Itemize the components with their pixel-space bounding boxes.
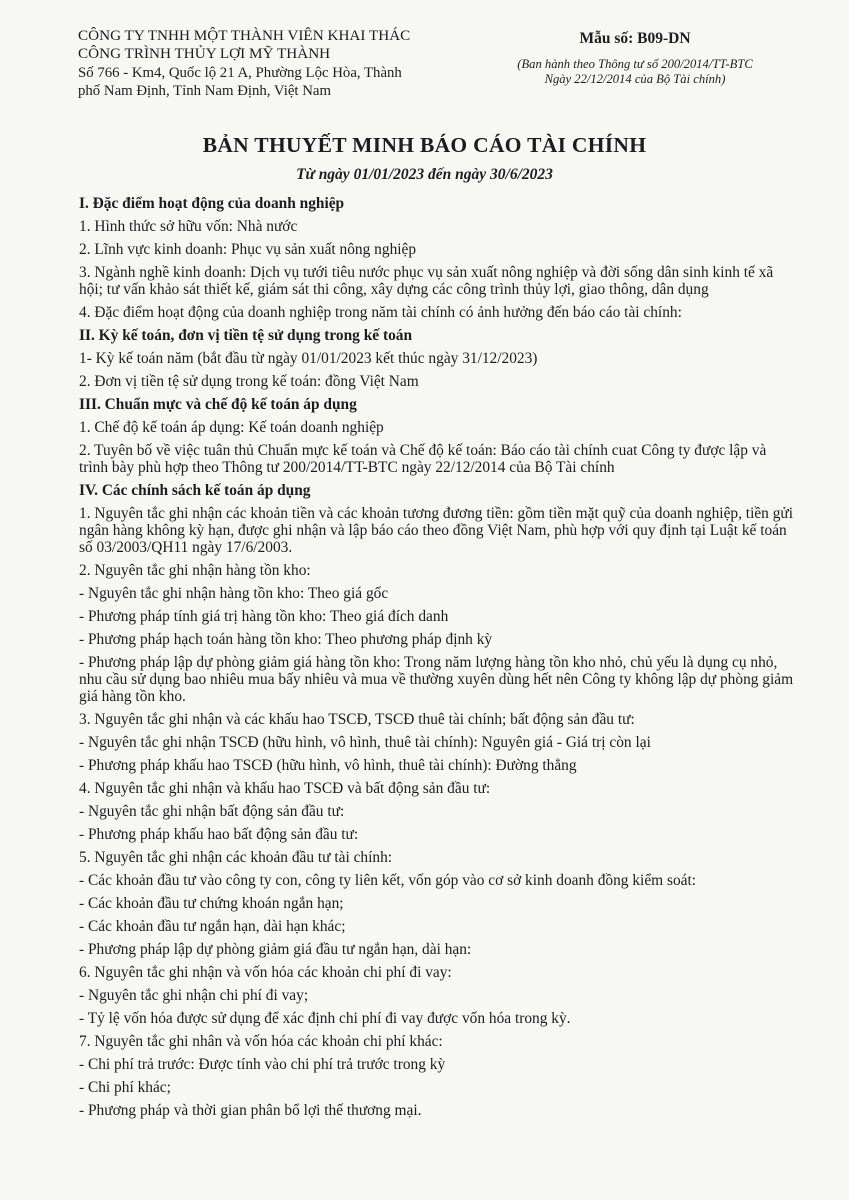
paragraph: - Chi phí trả trước: Được tính vào chi phí trả trước trong kỳ xyxy=(79,1056,446,1073)
paragraph: - Tỷ lệ vốn hóa được sử dụng để xác định chi phí đi vay được vốn hóa trong kỳ. xyxy=(79,1010,571,1027)
company-block xyxy=(78,27,410,100)
paragraph: - Các khoản đầu tư ngắn hạn, dài hạn khác; xyxy=(79,918,346,935)
paragraph: - Phương pháp khấu hao TSCĐ (hữu hình, vô hình, thuê tài chính): Đường thẳng xyxy=(79,757,577,774)
paragraph: - Các khoản đầu tư vào công ty con, công ty liên kết, vốn góp vào cơ sở kinh doanh đồng kiểm soát: xyxy=(79,872,697,889)
section-heading: IV. Các chính sách kế toán áp dụng xyxy=(79,482,311,499)
paragraph: - Các khoản đầu tư chứng khoán ngắn hạn; xyxy=(79,895,344,912)
paragraph: 1- Kỳ kế toán năm (bắt đầu từ ngày 01/01/2023 kết thúc ngày 31/12/2023) xyxy=(79,350,538,367)
report-period: Từ ngày 01/01/2023 đến ngày 30/6/2023 xyxy=(296,166,553,183)
paragraph: - Phương pháp hạch toán hàng tồn kho: Theo phương pháp định kỳ xyxy=(79,631,493,648)
paragraph: - Nguyên tắc ghi nhận TSCĐ (hữu hình, vô hình, thuê tài chính): Nguyên giá - Giá trị còn lại xyxy=(79,734,651,751)
document-title: BẢN THUYẾT MINH BÁO CÁO TÀI CHÍNH xyxy=(202,133,647,157)
paragraph: 3. Ngành nghề kinh doanh: Dịch vụ tưới tiêu nước phục vụ sản xuất nông nghiệp và đời sống dân sinh kinh tế xã hội; tư vấn khảo sát thiết kế, giám sát thi công, xây dựng các công trình thủy lợi, giao thông, dân dụng xyxy=(79,264,774,298)
paragraph: 7. Nguyên tắc ghi nhân và vốn hóa các khoản chi phí khác: xyxy=(79,1033,443,1050)
section-heading: II. Kỳ kế toán, đơn vị tiền tệ sử dụng trong kế toán xyxy=(79,327,413,344)
paragraph: 2. Tuyên bố về việc tuân thủ Chuẩn mực kế toán và Chế độ kế toán: Báo cáo tài chính cuat Công ty được lập và trình bày phù hợp theo Thông tư 200/2014/TT-BTC ngày 22/12/2014 của Bộ Tài chính xyxy=(79,442,767,476)
paragraph: 3. Nguyên tắc ghi nhận và các khấu hao TSCĐ, TSCĐ thuê tài chính; bất động sản đầu tư: xyxy=(79,711,635,728)
company-name-line-1: CÔNG TY TNHH MỘT THÀNH VIÊN KHAI THÁC xyxy=(78,27,411,44)
paragraph: 1. Hình thức sở hữu vốn: Nhà nước xyxy=(79,218,298,235)
paragraph: 1. Nguyên tắc ghi nhận các khoản tiền và các khoản tương đương tiền: gồm tiền mặt quỹ của doanh nghiệp, tiền gửi ngân hàng không kỳ hạn, được ghi nhận và lập báo cáo theo đồng Việt Nam, phù hợp với quy định tại Luật kế toán số 03/2003/QH11 ngày 17/6/2003. xyxy=(79,505,794,556)
paragraph: 4. Nguyên tắc ghi nhận và khấu hao TSCĐ và bất động sản đầu tư: xyxy=(79,780,491,797)
form-note-line-1: (Ban hành theo Thông tư số 200/2014/TT-BTC xyxy=(517,57,753,71)
company-address-line-2: phố Nam Định, Tỉnh Nam Định, Việt Nam xyxy=(78,83,331,99)
document-body xyxy=(79,195,799,1125)
paragraph: - Phương pháp và thời gian phân bổ lợi thế thương mại. xyxy=(79,1102,422,1119)
paragraph: - Nguyên tắc ghi nhận hàng tồn kho: Theo giá gốc xyxy=(79,585,389,602)
paragraph: 2. Lĩnh vực kinh doanh: Phục vụ sản xuất nông nghiệp xyxy=(79,241,417,258)
form-info xyxy=(490,30,780,87)
paragraph: - Phương pháp tính giá trị hàng tồn kho: Theo giá đích danh xyxy=(79,608,449,625)
paragraph: - Nguyên tắc ghi nhận bất động sản đầu tư: xyxy=(79,803,345,820)
paragraph: 6. Nguyên tắc ghi nhận và vốn hóa các khoản chi phí đi vay: xyxy=(79,964,452,981)
form-code: Mẫu số: B09-DN xyxy=(579,30,691,47)
paragraph: 2. Nguyên tắc ghi nhận hàng tồn kho: xyxy=(79,562,311,579)
paragraph: 4. Đặc điểm hoạt động của doanh nghiệp trong năm tài chính có ảnh hưởng đến báo cáo tài chính: xyxy=(79,304,682,321)
paragraph: 5. Nguyên tắc ghi nhận các khoản đầu tư tài chính: xyxy=(79,849,393,866)
paragraph: - Phương pháp lập dự phòng giảm giá hàng tồn kho: Trong năm lượng hàng tồn kho nhỏ, chủ yếu là dụng cụ nhỏ, nhu cầu sử dụng bao nhiêu mua bấy nhiêu và mua về thường xuyên dùng hết nên Công ty không lập dự phòng giảm giá hàng tồn kho. xyxy=(79,654,794,705)
paragraph: - Phương pháp khấu hao bất động sản đầu tư: xyxy=(79,826,359,843)
paragraph: 1. Chế độ kế toán áp dụng: Kế toán doanh nghiệp xyxy=(79,419,384,436)
paragraph: - Chi phí khác; xyxy=(79,1079,171,1096)
section-heading: I. Đặc điểm hoạt động của doanh nghiệp xyxy=(79,195,345,212)
paragraph: 2. Đơn vị tiền tệ sử dụng trong kế toán: đồng Việt Nam xyxy=(79,373,419,390)
company-address-line-1: Số 766 - Km4, Quốc lộ 21 A, Phường Lộc Hòa, Thành xyxy=(78,65,402,81)
form-note-line-2: Ngày 22/12/2014 của Bộ Tài chính) xyxy=(544,72,726,86)
section-heading: III. Chuẩn mực và chế độ kế toán áp dụng xyxy=(79,396,357,413)
paragraph: - Nguyên tắc ghi nhận chi phí đi vay; xyxy=(79,987,309,1004)
paragraph: - Phương pháp lập dự phòng giảm giá đầu tư ngắn hạn, dài hạn: xyxy=(79,941,472,958)
company-name-line-2: CÔNG TRÌNH THỦY LỢI MỸ THÀNH xyxy=(78,44,331,62)
